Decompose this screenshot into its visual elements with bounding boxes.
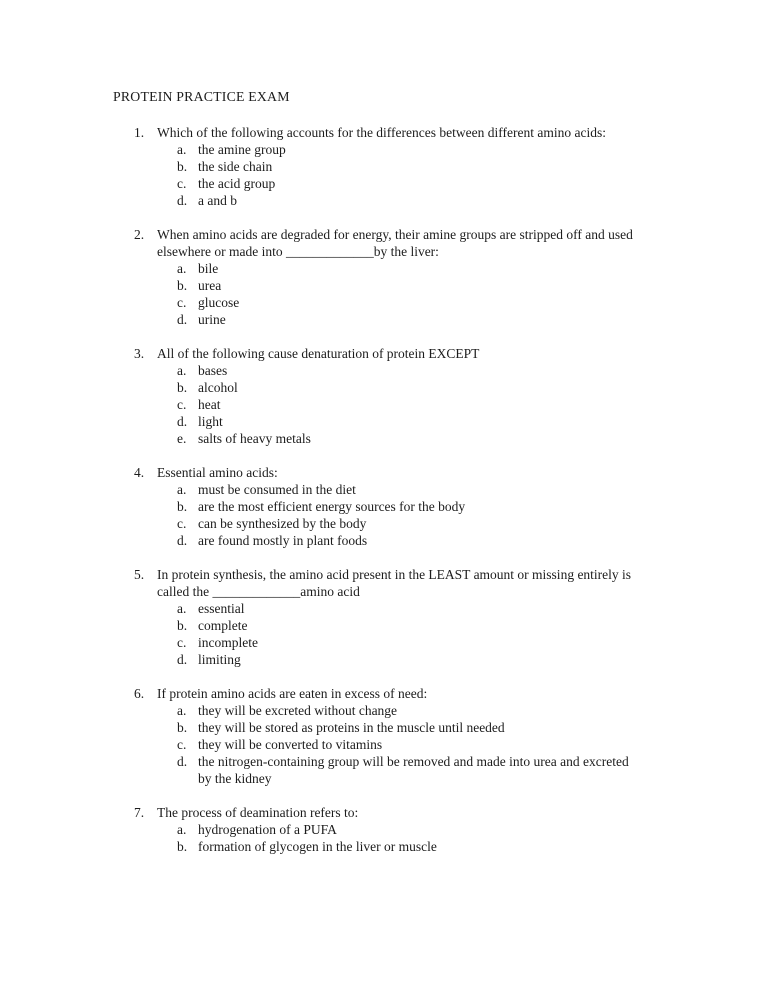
question-text: The process of deamination refers to:: [157, 805, 359, 820]
option-text: they will be stored as proteins in the muscle until needed: [198, 720, 505, 735]
option-letter: a.: [177, 703, 187, 718]
option-text: heat: [198, 397, 221, 412]
option-text: urea: [198, 278, 222, 293]
option-letter: d.: [177, 652, 188, 667]
option-text: bile: [198, 261, 219, 276]
question-number: 3.: [134, 346, 145, 361]
option: [177, 396, 713, 413]
option-letter: c.: [177, 397, 187, 412]
question-text: In protein synthesis, the amino acid present in the LEAST amount or missing entirely is called the _____________amino acid: [157, 567, 632, 599]
option: [177, 141, 713, 158]
option-text: they will be converted to vitamins: [198, 737, 383, 752]
option-text: essential: [198, 601, 245, 616]
option-text: can be synthesized by the body: [198, 516, 367, 531]
question-6: [134, 685, 713, 787]
option-letter: a.: [177, 482, 187, 497]
question-text: When amino acids are degraded for energy, their amine groups are stripped off and used elsewhere or made into _____________by the liver:: [157, 227, 633, 259]
option-letter: b.: [177, 720, 188, 735]
question-text: If protein amino acids are eaten in excess of need:: [157, 686, 428, 701]
option: [177, 498, 713, 515]
question-6-head: [134, 685, 713, 702]
question-text: All of the following cause denaturation of protein EXCEPT: [157, 346, 480, 361]
option-letter: b.: [177, 380, 188, 395]
option: [177, 192, 713, 209]
option: [177, 430, 713, 447]
option: [177, 651, 713, 668]
option-text: are the most efficient energy sources for the body: [198, 499, 466, 514]
question-5-head: [134, 566, 713, 600]
option-text: the side chain: [198, 159, 273, 174]
option-text: complete: [198, 618, 248, 633]
option-letter: a.: [177, 601, 187, 616]
question-5: [134, 566, 713, 668]
option-text: light: [198, 414, 223, 429]
option-text: salts of heavy metals: [198, 431, 311, 446]
option: [177, 379, 713, 396]
option-letter: a.: [177, 261, 187, 276]
option-text: urine: [198, 312, 226, 327]
question-7-options: [177, 821, 713, 855]
option-letter: c.: [177, 176, 187, 191]
option-letter: a.: [177, 142, 187, 157]
option: [177, 277, 713, 294]
question-4-head: [134, 464, 713, 481]
option-letter: b.: [177, 499, 188, 514]
option-text: bases: [198, 363, 228, 378]
option-letter: d.: [177, 414, 188, 429]
question-text: Which of the following accounts for the differences between different amino acids:: [157, 125, 606, 140]
option: [177, 294, 713, 311]
question-3: [134, 345, 713, 447]
question-2-head: [134, 226, 713, 260]
question-1-options: [177, 141, 713, 209]
option: [177, 362, 713, 379]
option: [177, 838, 713, 855]
option-text: incomplete: [198, 635, 258, 650]
question-3-options: [177, 362, 713, 447]
option-letter: c.: [177, 635, 187, 650]
option: [177, 600, 713, 617]
question-7-head: [134, 804, 713, 821]
option: [177, 532, 713, 549]
option: [177, 175, 713, 192]
option-letter: c.: [177, 737, 187, 752]
question-number: 4.: [134, 465, 145, 480]
question-number: 1.: [134, 125, 145, 140]
question-number: 2.: [134, 227, 145, 242]
option-letter: a.: [177, 363, 187, 378]
option: [177, 753, 713, 787]
option: [177, 617, 713, 634]
option: [177, 481, 713, 498]
question-7: [134, 804, 713, 855]
option-letter: b.: [177, 159, 188, 174]
option-text: they will be excreted without change: [198, 703, 398, 718]
question-6-options: [177, 702, 713, 787]
option-text: formation of glycogen in the liver or muscle: [198, 839, 437, 854]
option-text: the acid group: [198, 176, 276, 191]
option: [177, 719, 713, 736]
option: [177, 158, 713, 175]
option-letter: b.: [177, 278, 188, 293]
question-number: 6.: [134, 686, 145, 701]
question-4: [134, 464, 713, 549]
option-letter: b.: [177, 618, 188, 633]
option-letter: d.: [177, 754, 188, 769]
option-text: alcohol: [198, 380, 238, 395]
question-1-head: [134, 124, 713, 141]
option-letter: b.: [177, 839, 188, 854]
option: [177, 736, 713, 753]
question-1: [134, 124, 713, 209]
option-letter: c.: [177, 516, 187, 531]
question-2-options: [177, 260, 713, 328]
option-text: a and b: [198, 193, 237, 208]
option-text: the nitrogen-containing group will be removed and made into urea and excreted by the kidney: [198, 754, 629, 786]
option-letter: c.: [177, 295, 187, 310]
option: [177, 413, 713, 430]
option-letter: d.: [177, 193, 188, 208]
option-text: hydrogenation of a PUFA: [198, 822, 337, 837]
question-2: [134, 226, 713, 328]
option-text: glucose: [198, 295, 240, 310]
option-letter: d.: [177, 312, 188, 327]
option-letter: a.: [177, 822, 187, 837]
option-text: are found mostly in plant foods: [198, 533, 368, 548]
question-number: 5.: [134, 567, 145, 582]
option: [177, 515, 713, 532]
option: [177, 702, 713, 719]
option-text: must be consumed in the diet: [198, 482, 356, 497]
option: [177, 311, 713, 328]
question-3-head: [134, 345, 713, 362]
option: [177, 634, 713, 651]
option-text: the amine group: [198, 142, 286, 157]
option-letter: e.: [177, 431, 187, 446]
option: [177, 260, 713, 277]
question-4-options: [177, 481, 713, 549]
option-letter: d.: [177, 533, 188, 548]
question-5-options: [177, 600, 713, 668]
question-text: Essential amino acids:: [157, 465, 278, 480]
option-text: limiting: [198, 652, 241, 667]
page-title: PROTEIN PRACTICE EXAM: [113, 89, 290, 104]
question-number: 7.: [134, 805, 145, 820]
option: [177, 821, 713, 838]
